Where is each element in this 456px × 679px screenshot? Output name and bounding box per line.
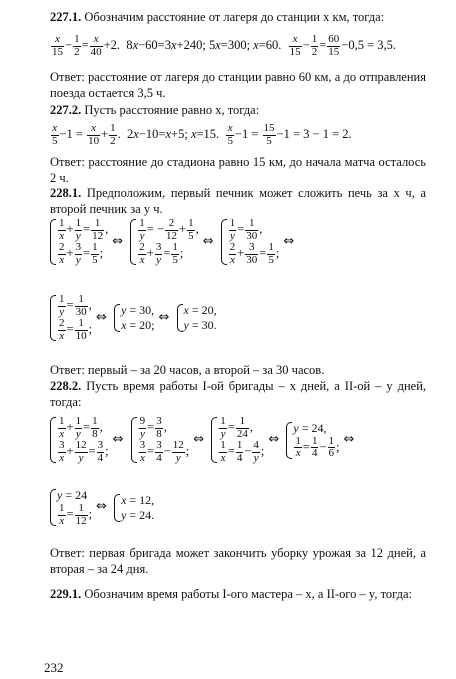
problem-number: 227.2. (50, 103, 82, 117)
system-228-2-row1: $\frac{1}{x}$ + $\frac{1}{y}$ = $\frac{1}{8}$ , $\frac{3}{x}$ + $\frac{12}{y}$ = $\frac{3}{4}$ ; ⇔ $\frac{9}{y}$ = $\frac{3}{8}$ , $\frac{3}{x}$ = $\frac{3}{4}$ − $\frac{12}{y}$ ; ⇔ $\frac{1}{y}$ = $\frac{1}{24}$ , $\frac{1}{x}$ = $\frac{1}{4}$ − $\frac{4}{y}$ ; ⇔ y = 24, $\frac{1}{x}$ = $\frac{1}{4}$ − $\frac{1}{6}$ ; ⇔ (50, 416, 440, 464)
problem-number: 228.1. (50, 186, 82, 200)
problem-228-2-heading (50, 379, 426, 410)
problem-intro: Обозначим расстояние от лагеря до станции x км, тогда: (84, 10, 385, 24)
answer-227-2: Ответ: расстояние до стадиона равно 15 км, до начала матча осталось 2 ч. (50, 155, 426, 185)
problem-number: 227.1. (50, 10, 82, 24)
problem-intro: Пусть расстояние равно x, тогда: (84, 103, 260, 117)
problem-intro: Пусть время работы I-ой бригады – x дней, а II-ой – y дней, тогда: (50, 379, 427, 409)
system-228-1-row2: $\frac{1}{y}$ = $\frac{1}{30}$ , $\frac{2}{x}$ = $\frac{1}{10}$ ; ⇔ y = 30, x = 20; ⇔ x = 20, y = 30. (50, 294, 440, 342)
system-228-2-row2: y = 24 $\frac{1}{x}$ = $\frac{1}{12}$ ; ⇔ x = 12, y = 24. (50, 488, 440, 527)
problem-227-1-heading (50, 10, 440, 26)
answer-227-1: Ответ: расстояние от лагеря до станции равно 60 км, а до отправления поезда остается 3,5 ч. (50, 70, 426, 100)
equation-227-1: $\frac{x}{15}$ − $\frac{1}{2}$ = $\frac{x}{40}$ +2. 8x−60=3x+240; 5x=300; x=60. $\frac{x}{15}$ − $\frac{1}{2}$ = $\frac{60}{15}$ −0,5 = 3,5. (52, 33, 397, 58)
problem-229-1-heading (50, 587, 426, 603)
problem-number: 229.1. (50, 587, 82, 601)
equation-227-2: $\frac{x}{5}$ −1 = $\frac{x}{10}$ + $\frac{1}{2}$ . 2x−10=x+5; x=15. $\frac{x}{5}$ −1 = $\frac{15}{5}$ −1 = 3 − 1 = 2. (52, 122, 352, 147)
problem-intro: Обозначим время работы I-ого мастера – x, а II-ого – y, тогда: (84, 587, 413, 601)
answer-228-1: Ответ: первый – за 20 часов, а второй – за 30 часов. (50, 363, 325, 377)
answer-228-2: Ответ: первая бригада может закончить уборку урожая за 12 дней, а вторая – за 24 дня. (50, 546, 426, 576)
page-number: 232 (44, 660, 64, 675)
problem-227-2-heading (50, 103, 440, 119)
problem-intro: Предположим, первый печник может сложить печь за x ч, а второй печник за y ч. (50, 186, 427, 216)
problem-228-1-heading (50, 186, 426, 217)
problem-number: 228.2. (50, 379, 82, 393)
system-228-1-row1: $\frac{1}{x}$ + $\frac{1}{y}$ = $\frac{1}{12}$ , $\frac{2}{x}$ + $\frac{3}{y}$ = $\frac{1}{5}$ ; ⇔ $\frac{1}{y}$ = − $\frac{2}{12}$ + $\frac{1}{5}$ , $\frac{2}{x}$ + $\frac{3}{y}$ = $\frac{1}{5}$ ; ⇔ $\frac{1}{y}$ = $\frac{1}{30}$ , $\frac{2}{x}$ + $\frac{3}{30}$ = $\frac{1}{5}$ ; ⇔ (50, 218, 440, 266)
